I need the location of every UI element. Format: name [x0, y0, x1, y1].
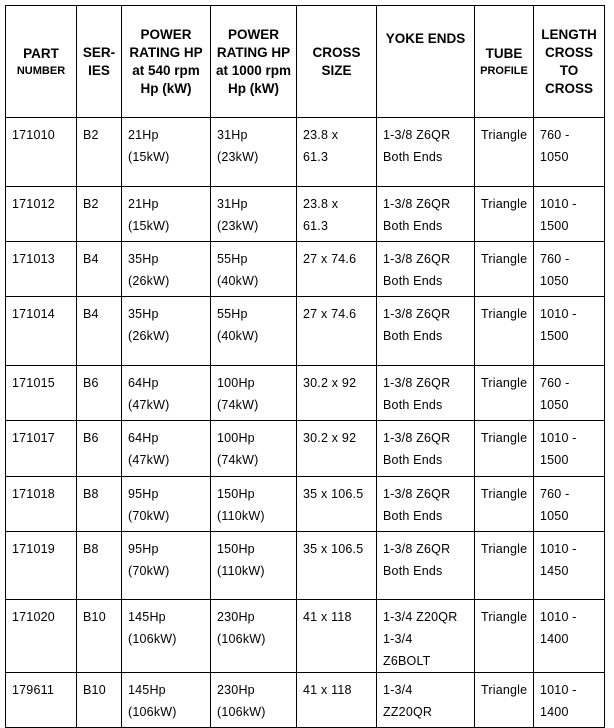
cell-line: 35 x 106.5: [303, 487, 364, 501]
cell-line: 760 -: [540, 376, 570, 390]
cell-line: (70kW): [128, 564, 170, 578]
cell-line: (106kW): [217, 632, 266, 646]
cell-line: 230Hp: [217, 610, 255, 624]
cell-power-540: [122, 673, 211, 728]
cell-line: 150Hp: [217, 487, 255, 501]
cell-length-cross-to-cross: [534, 477, 605, 532]
cell-series: B2: [77, 187, 122, 242]
cell-length-cross-to-cross: [534, 366, 605, 421]
cell-tube-profile: Triangle: [475, 673, 534, 728]
cell-line: (23kW): [217, 150, 259, 164]
cell-series: B4: [77, 297, 122, 366]
cell-yoke-ends: [377, 187, 475, 242]
header-row: [6, 6, 605, 118]
cell-power-1000: [211, 532, 297, 600]
cell-power-540: [122, 600, 211, 673]
cell-part-number: 171015: [6, 366, 77, 421]
cell-cross-size: [297, 297, 377, 366]
cell-line: 1-3/8 Z6QR: [383, 431, 451, 445]
cell-yoke-ends: [377, 421, 475, 477]
cell-line: 31Hp: [217, 128, 248, 142]
cell-line: 1500: [540, 219, 569, 233]
cell-line: (15kW): [128, 150, 170, 164]
cell-line: 1050: [540, 509, 569, 523]
cell-line: (106kW): [128, 632, 177, 646]
cell-line: 64Hp: [128, 376, 159, 390]
cell-cross-size: [297, 421, 377, 477]
cell-power-1000: [211, 477, 297, 532]
cell-line: 1400: [540, 632, 569, 646]
cell-line: 1-3/4: [383, 683, 413, 697]
cell-power-540: [122, 421, 211, 477]
cell-tube-profile: Triangle: [475, 600, 534, 673]
cell-power-1000: [211, 118, 297, 187]
cell-line: 230Hp: [217, 683, 255, 697]
cell-line: 1010 -: [540, 542, 577, 556]
cell-series: B10: [77, 673, 122, 728]
cell-series: B10: [77, 600, 122, 673]
cell-line: (74kW): [217, 453, 259, 467]
driveshaft-spec-table: [5, 5, 605, 728]
table-row: [6, 366, 605, 421]
cell-line: 35Hp: [128, 307, 159, 321]
cell-yoke-ends: [377, 242, 475, 297]
header-yoke-ends: YOKE ENDS: [377, 6, 475, 118]
cell-power-1000: [211, 242, 297, 297]
cell-series: B4: [77, 242, 122, 297]
cell-part-number: 171018: [6, 477, 77, 532]
cell-line: 95Hp: [128, 542, 159, 556]
table-row: [6, 532, 605, 600]
cell-line: 23.8 x: [303, 197, 339, 211]
cell-line: 1-3/8 Z6QR: [383, 307, 451, 321]
cell-power-540: [122, 118, 211, 187]
cell-part-number: 171017: [6, 421, 77, 477]
cell-cross-size: [297, 118, 377, 187]
cell-line: 27 x 74.6: [303, 307, 357, 321]
cell-line: 30.2 x 92: [303, 376, 357, 390]
cell-part-number: 171013: [6, 242, 77, 297]
cell-power-1000: [211, 366, 297, 421]
table-row: [6, 118, 605, 187]
header-power-540: POWER RATING HP at 540 rpm Hp (kW): [122, 6, 211, 118]
cell-line: 1-3/8 Z6QR: [383, 487, 451, 501]
cell-line: 1050: [540, 274, 569, 288]
cell-length-cross-to-cross: [534, 532, 605, 600]
cell-yoke-ends: [377, 297, 475, 366]
cell-power-1000: [211, 297, 297, 366]
cell-line: (47kW): [128, 453, 170, 467]
cell-yoke-ends: [377, 477, 475, 532]
cell-line: 41 x 118: [303, 610, 352, 624]
cell-line: 55Hp: [217, 307, 248, 321]
header-part-number: PART NUMBER: [6, 6, 77, 118]
cell-tube-profile: Triangle: [475, 242, 534, 297]
cell-tube-profile: Triangle: [475, 366, 534, 421]
cell-line: 31Hp: [217, 197, 248, 211]
cell-part-number: 179611: [6, 673, 77, 728]
cell-line: 1050: [540, 150, 569, 164]
cell-power-540: [122, 297, 211, 366]
cell-line: 61.3: [303, 219, 329, 233]
cell-line: 1-3/4: [383, 632, 413, 646]
cell-length-cross-to-cross: [534, 600, 605, 673]
cell-line: 100Hp: [217, 431, 255, 445]
cell-line: 760 -: [540, 128, 570, 142]
cell-line: (74kW): [217, 398, 259, 412]
cell-line: 145Hp: [128, 610, 166, 624]
cell-length-cross-to-cross: [534, 297, 605, 366]
table-row: [6, 242, 605, 297]
table-row: [6, 600, 605, 673]
header-power-1000: POWER RATING HP at 1000 rpm Hp (kW): [211, 6, 297, 118]
cell-line: 30.2 x 92: [303, 431, 357, 445]
cell-line: 760 -: [540, 252, 570, 266]
cell-power-1000: [211, 187, 297, 242]
table-row: [6, 187, 605, 242]
cell-cross-size: [297, 366, 377, 421]
cell-tube-profile: Triangle: [475, 421, 534, 477]
header-length: LENGTH CROSS TO CROSS: [534, 6, 605, 118]
cell-power-540: [122, 477, 211, 532]
cell-tube-profile: Triangle: [475, 297, 534, 366]
cell-line: (26kW): [128, 329, 170, 343]
cell-tube-profile: Triangle: [475, 187, 534, 242]
cell-line: 1010 -: [540, 431, 577, 445]
cell-yoke-ends: [377, 532, 475, 600]
cell-line: Both Ends: [383, 274, 443, 288]
cell-line: ZZ20QR: [383, 705, 433, 719]
cell-cross-size: [297, 600, 377, 673]
cell-line: 1-3/8 Z6QR: [383, 128, 451, 142]
cell-line: 35 x 106.5: [303, 542, 364, 556]
cell-power-1000: [211, 421, 297, 477]
cell-power-540: [122, 366, 211, 421]
cell-power-540: [122, 532, 211, 600]
cell-line: 1010 -: [540, 197, 577, 211]
cell-length-cross-to-cross: [534, 673, 605, 728]
cell-length-cross-to-cross: [534, 187, 605, 242]
cell-tube-profile: Triangle: [475, 477, 534, 532]
cell-yoke-ends: [377, 673, 475, 728]
cell-line: 1-3/8 Z6QR: [383, 542, 451, 556]
cell-line: Both Ends: [383, 398, 443, 412]
cell-series: B2: [77, 118, 122, 187]
cell-line: Both Ends: [383, 564, 443, 578]
cell-line: (26kW): [128, 274, 170, 288]
cell-yoke-ends: [377, 366, 475, 421]
cell-power-540: [122, 242, 211, 297]
cell-line: (15kW): [128, 219, 170, 233]
cell-line: (110kW): [217, 509, 265, 523]
cell-cross-size: [297, 187, 377, 242]
cell-line: Both Ends: [383, 509, 443, 523]
cell-length-cross-to-cross: [534, 242, 605, 297]
cell-line: 145Hp: [128, 683, 166, 697]
cell-line: 760 -: [540, 487, 570, 501]
cell-line: (40kW): [217, 329, 259, 343]
table-row: [6, 421, 605, 477]
cell-series: B6: [77, 366, 122, 421]
cell-length-cross-to-cross: [534, 118, 605, 187]
cell-series: B6: [77, 421, 122, 477]
cell-line: 1400: [540, 705, 569, 719]
cell-line: Both Ends: [383, 150, 443, 164]
cell-line: 1010 -: [540, 683, 577, 697]
cell-cross-size: [297, 477, 377, 532]
cell-cross-size: [297, 532, 377, 600]
cell-line: 64Hp: [128, 431, 159, 445]
cell-line: (23kW): [217, 219, 259, 233]
cell-line: (106kW): [217, 705, 266, 719]
cell-line: (70kW): [128, 509, 170, 523]
cell-part-number: 171020: [6, 600, 77, 673]
cell-power-1000: [211, 673, 297, 728]
header-cross-size: CROSS SIZE: [297, 6, 377, 118]
header-series: SER- IES: [77, 6, 122, 118]
cell-tube-profile: Triangle: [475, 532, 534, 600]
cell-line: 21Hp: [128, 128, 159, 142]
cell-part-number: 171019: [6, 532, 77, 600]
cell-line: 21Hp: [128, 197, 159, 211]
cell-line: 41 x 118: [303, 683, 352, 697]
cell-line: 1010 -: [540, 307, 577, 321]
cell-line: (106kW): [128, 705, 177, 719]
cell-power-540: [122, 187, 211, 242]
cell-part-number: 171014: [6, 297, 77, 366]
cell-power-1000: [211, 600, 297, 673]
cell-cross-size: [297, 242, 377, 297]
cell-part-number: 171010: [6, 118, 77, 187]
cell-line: 1-3/4 Z20QR: [383, 610, 458, 624]
cell-line: 1450: [540, 564, 569, 578]
table-row: [6, 673, 605, 728]
header-tube-profile: TUBE PROFILE: [475, 6, 534, 118]
cell-line: 1050: [540, 398, 569, 412]
cell-line: 1-3/8 Z6QR: [383, 376, 451, 390]
cell-line: 150Hp: [217, 542, 255, 556]
cell-line: 1-3/8 Z6QR: [383, 252, 451, 266]
cell-yoke-ends: [377, 118, 475, 187]
cell-line: (110kW): [217, 564, 265, 578]
cell-line: 55Hp: [217, 252, 248, 266]
cell-line: 1-3/8 Z6QR: [383, 197, 451, 211]
table-row: [6, 297, 605, 366]
cell-line: Z6BOLT: [383, 654, 431, 668]
cell-line: 61.3: [303, 150, 329, 164]
cell-length-cross-to-cross: [534, 421, 605, 477]
cell-line: (47kW): [128, 398, 170, 412]
cell-line: 1500: [540, 329, 569, 343]
cell-line: 1010 -: [540, 610, 577, 624]
cell-line: 27 x 74.6: [303, 252, 357, 266]
cell-line: 35Hp: [128, 252, 159, 266]
cell-line: 1500: [540, 453, 569, 467]
cell-line: Both Ends: [383, 453, 443, 467]
table-row: [6, 477, 605, 532]
cell-line: 95Hp: [128, 487, 159, 501]
cell-line: Both Ends: [383, 329, 443, 343]
cell-tube-profile: Triangle: [475, 118, 534, 187]
cell-yoke-ends: [377, 600, 475, 673]
cell-part-number: 171012: [6, 187, 77, 242]
cell-line: 100Hp: [217, 376, 255, 390]
cell-series: B8: [77, 477, 122, 532]
cell-series: B8: [77, 532, 122, 600]
cell-line: (40kW): [217, 274, 259, 288]
cell-line: 23.8 x: [303, 128, 339, 142]
cell-line: Both Ends: [383, 219, 443, 233]
cell-cross-size: [297, 673, 377, 728]
